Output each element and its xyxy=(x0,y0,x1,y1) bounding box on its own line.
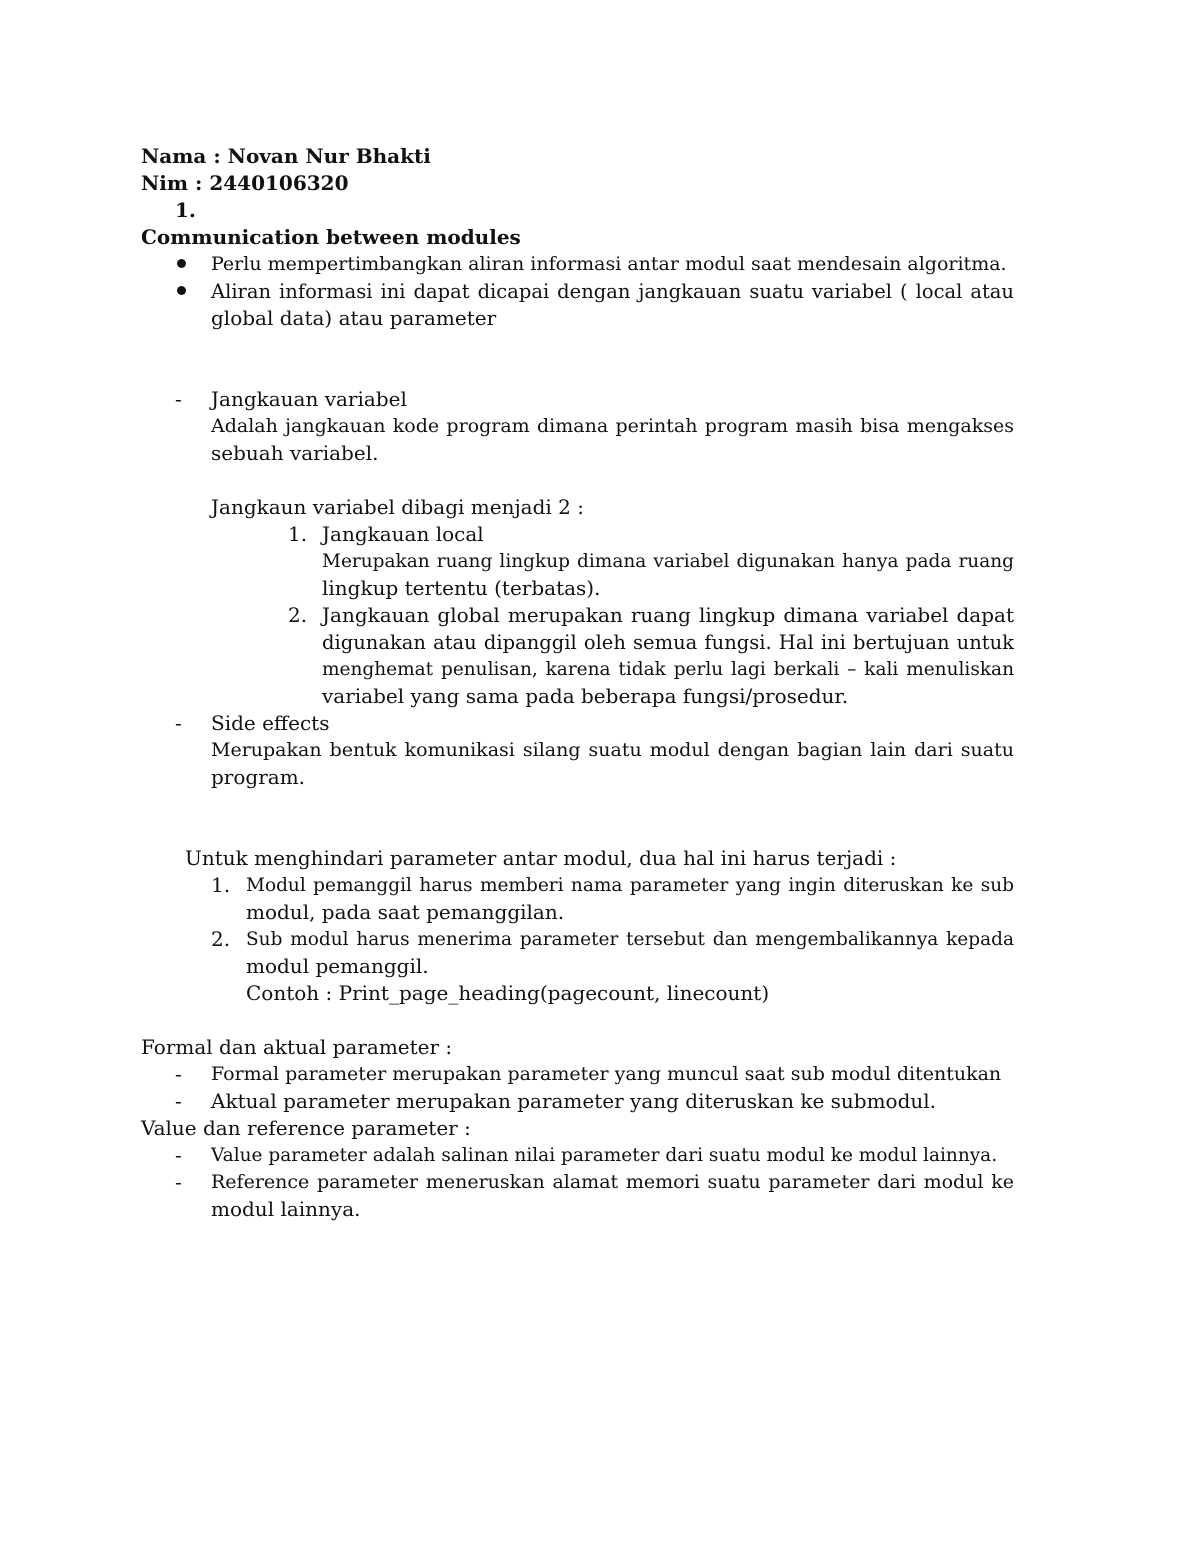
formal-item: Formal parameter merupakan parameter yang muncul saat sub modul ditentukan xyxy=(211,1063,1002,1085)
dash-marker: - xyxy=(175,387,182,411)
list-item-text: Merupakan ruang lingkup dimana variabel digunakan hanya pada ruang xyxy=(322,551,1014,572)
side-effects-title: Side effects xyxy=(211,711,330,735)
dash-marker: - xyxy=(175,1089,182,1113)
example-text: Contoh : Print_page_heading(pagecount, linecount) xyxy=(246,981,770,1005)
bullet-dot xyxy=(177,286,186,295)
scope-description-continued: sebuah variabel. xyxy=(211,441,379,465)
dash-marker: - xyxy=(175,711,182,735)
list-number: 1. xyxy=(211,873,231,897)
dash-marker: - xyxy=(175,1062,182,1086)
bullet-dot xyxy=(177,259,186,268)
student-name: Nama : Novan Nur Bhakti xyxy=(141,144,431,168)
scope-description: Adalah jangkauan kode program dimana perintah program masih bisa mengakses xyxy=(211,415,1014,437)
list-item-text: lingkup tertentu (terbatas). xyxy=(322,576,601,600)
list-item-text: Jangkauan global merupakan ruang lingkup dimana variabel dapat xyxy=(322,603,1014,627)
section-title: Communication between modules xyxy=(141,225,521,249)
dash-marker: - xyxy=(175,1143,182,1167)
question-number: 1. xyxy=(175,198,196,222)
value-ref-item-continued: modul lainnya. xyxy=(211,1197,361,1221)
value-ref-item: Value parameter adalah salinan nilai parameter dari suatu modul ke modul lainnya. xyxy=(211,1145,998,1166)
student-nim: Nim : 2440106320 xyxy=(141,171,349,195)
list-item-text: modul pemanggil. xyxy=(246,954,429,978)
list-item-text: modul, pada saat pemanggilan. xyxy=(246,900,565,924)
list-number: 1. xyxy=(288,522,308,546)
list-number: 2. xyxy=(211,927,231,951)
side-effects-description: Merupakan bentuk komunikasi silang suatu modul dengan bagian lain dari suatu xyxy=(211,739,1014,761)
list-item-title: Jangkauan local xyxy=(322,522,484,546)
formal-title: Formal dan aktual parameter : xyxy=(141,1035,453,1059)
scope-division: Jangkaun variabel dibagi menjadi 2 : xyxy=(211,495,584,519)
list-number: 2. xyxy=(288,603,308,627)
list-item-text: Modul pemanggil harus memberi nama parameter yang ingin diteruskan ke sub xyxy=(246,875,1014,896)
list-item-text: Sub modul harus menerima parameter tersebut dan mengembalikannya kepada xyxy=(246,929,1014,950)
dash-marker: - xyxy=(175,1170,182,1194)
scope-title: Jangkauan variabel xyxy=(211,387,407,411)
list-item-text: variabel yang sama pada beberapa fungsi/prosedur. xyxy=(322,684,849,708)
avoid-intro: Untuk menghindari parameter antar modul, dua hal ini harus terjadi : xyxy=(185,846,897,870)
value-ref-item: Reference parameter meneruskan alamat memori suatu parameter dari modul ke xyxy=(211,1171,1014,1193)
bullet-text: Perlu mempertimbangkan aliran informasi antar modul saat mendesain algoritma. xyxy=(211,253,1007,275)
side-effects-description-continued: program. xyxy=(211,765,306,789)
list-item-text: digunakan atau dipanggil oleh semua fungsi. Hal ini bertujuan untuk xyxy=(322,631,1014,654)
list-item-text: menghemat penulisan, karena tidak perlu lagi berkali – kali menuliskan xyxy=(322,659,1014,680)
bullet-text: Aliran informasi ini dapat dicapai dengan jangkauan suatu variabel ( local atau xyxy=(211,280,1014,303)
formal-item: Aktual parameter merupakan parameter yang diteruskan ke submodul. xyxy=(211,1089,937,1113)
bullet-text-continued: global data) atau parameter xyxy=(211,306,497,330)
value-ref-title: Value dan reference parameter : xyxy=(141,1116,471,1140)
